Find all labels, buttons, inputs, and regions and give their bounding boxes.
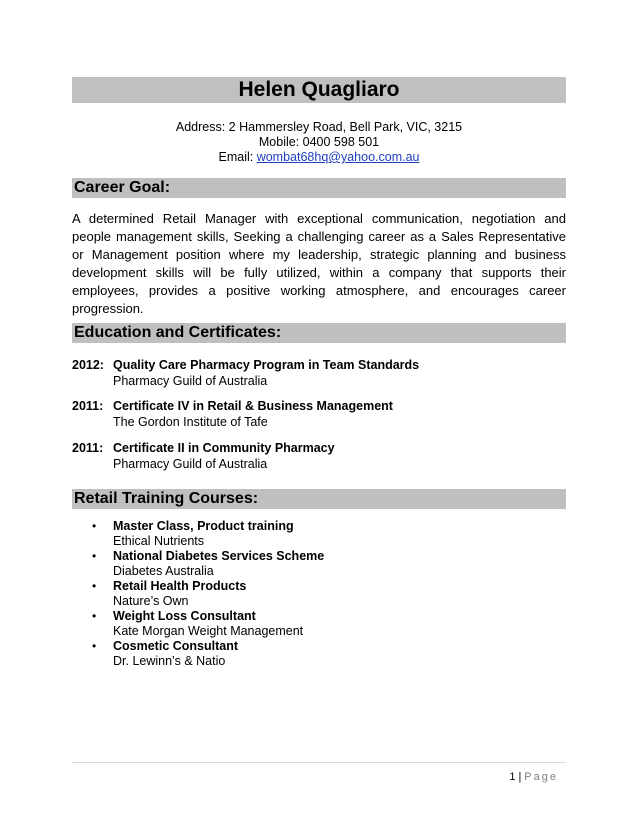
training-provider: Nature’s Own [113,594,189,608]
education-entry [72,440,566,472]
education-institution: Pharmacy Guild of Australia [113,457,268,471]
career-goal-text: A determined Retail Manager with exceptional communication, negotiation and people management skills, Seeking a challenging career as a Sales Representative or Management position where my leadership, strategic planning and business development skills will be fully utilized, within a company that supports their employees, provides a positive working atmosphere, and encourages career progression. [72,211,566,316]
education-year: 2011: [72,441,104,455]
page-footer [509,770,558,784]
bullet-icon: • [92,639,97,653]
training-heading: Retail Training Courses: [72,489,566,509]
bullet-icon: • [92,579,97,593]
training-course: National Diabetes Services Scheme [113,549,325,563]
bullet-icon: • [92,519,97,533]
footer-divider [72,762,566,763]
email-label: Email: [218,150,257,164]
education-title: Certificate IV in Retail & Business Management [113,399,393,413]
email-link[interactable]: wombat68hq@yahoo.com.au [256,150,420,164]
education-title: Quality Care Pharmacy Program in Team Standards [113,358,420,372]
training-list [72,519,566,669]
footer-separator: | [518,771,522,783]
education-entry [72,398,566,430]
education-title: Certificate II in Community Pharmacy [113,441,335,455]
mobile-line: Mobile: 0400 598 501 [258,135,380,149]
education-heading: Education and Certificates: [72,323,566,343]
page-number: 1 [509,771,516,783]
list-item [72,549,566,579]
training-course: Cosmetic Consultant [113,639,239,653]
training-provider: Kate Morgan Weight Management [113,624,304,638]
education-year: 2012: [72,358,104,372]
training-course: Retail Health Products [113,579,247,593]
name-heading: Helen Quagliaro [72,77,566,103]
education-institution: Pharmacy Guild of Australia [113,374,268,388]
address-line: Address: 2 Hammersley Road, Bell Park, VIC, 3215 [175,120,463,134]
bullet-icon: • [92,609,97,623]
list-item [72,519,566,549]
page-label: Page [524,771,558,783]
training-course: Weight Loss Consultant [113,609,256,623]
career-goal-heading: Career Goal: [72,178,566,198]
contact-block [72,120,566,165]
training-provider: Ethical Nutrients [113,534,205,548]
training-provider: Dr. Lewinn’s & Natio [113,654,226,668]
education-institution: The Gordon Institute of Tafe [113,415,268,429]
resume-page [72,0,566,826]
list-item [72,579,566,609]
education-year: 2011: [72,399,104,413]
email-line [72,150,566,165]
list-item [72,639,566,669]
list-item [72,609,566,639]
training-course: Master Class, Product training [113,519,294,533]
education-entry [72,357,566,389]
bullet-icon: • [92,549,97,563]
training-provider: Diabetes Australia [113,564,214,578]
